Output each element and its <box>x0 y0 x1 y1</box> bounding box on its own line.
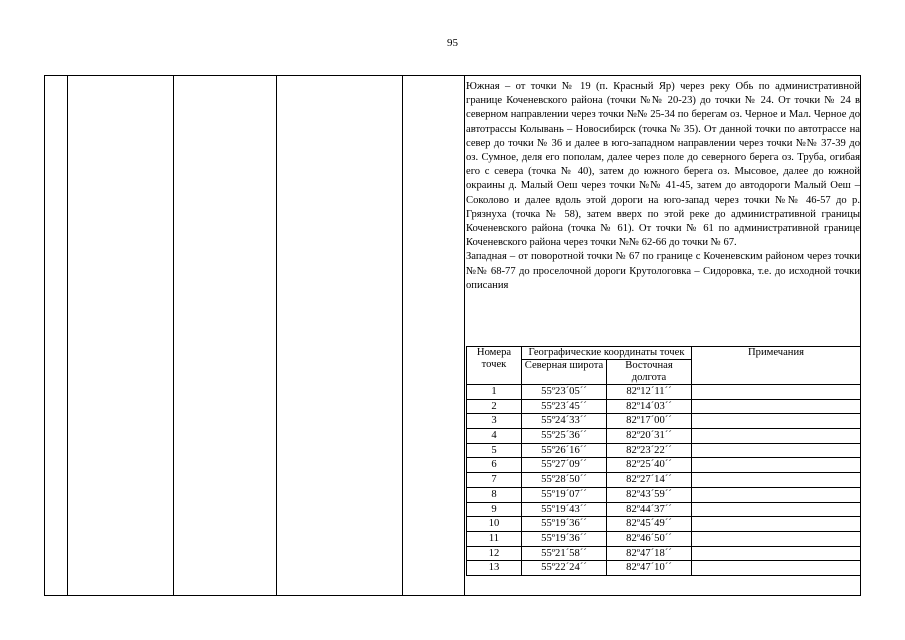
longitude-cell: 82º43´59´´ <box>607 487 692 502</box>
header-geo-coordinates: Географические координаты точек <box>522 347 692 360</box>
notes-cell <box>692 429 861 444</box>
latitude-cell: 55º21´58´´ <box>522 546 607 561</box>
column-divider <box>402 76 403 595</box>
point-number-cell: 2 <box>467 399 522 414</box>
notes-cell <box>692 385 861 400</box>
latitude-cell: 55º23´45´´ <box>522 399 607 414</box>
notes-cell <box>692 561 861 576</box>
header-point-number: Номера точек <box>467 347 522 385</box>
table-row <box>467 487 861 502</box>
latitude-cell: 55º19´36´´ <box>522 517 607 532</box>
table-row <box>467 546 861 561</box>
latitude-cell: 55º28´50´´ <box>522 473 607 488</box>
notes-cell <box>692 414 861 429</box>
point-number-cell: 11 <box>467 531 522 546</box>
column-divider <box>464 76 465 595</box>
table-row <box>467 399 861 414</box>
longitude-cell: 82º17´00´´ <box>607 414 692 429</box>
point-number-cell: 6 <box>467 458 522 473</box>
table-row <box>467 502 861 517</box>
latitude-cell: 55º25´36´´ <box>522 429 607 444</box>
table-row <box>467 414 861 429</box>
longitude-cell: 82º14´03´´ <box>607 399 692 414</box>
notes-cell <box>692 473 861 488</box>
latitude-cell: 55º23´05´´ <box>522 385 607 400</box>
page-number: 95 <box>447 37 458 49</box>
notes-cell <box>692 443 861 458</box>
longitude-cell: 82º46´50´´ <box>607 531 692 546</box>
point-number-cell: 7 <box>467 473 522 488</box>
point-number-cell: 10 <box>467 517 522 532</box>
longitude-cell: 82º23´22´´ <box>607 443 692 458</box>
longitude-cell: 82º45´49´´ <box>607 517 692 532</box>
latitude-cell: 55º19´43´´ <box>522 502 607 517</box>
point-number-cell: 3 <box>467 414 522 429</box>
point-number-cell: 13 <box>467 561 522 576</box>
notes-cell <box>692 517 861 532</box>
longitude-cell: 82º47´18´´ <box>607 546 692 561</box>
point-number-cell: 4 <box>467 429 522 444</box>
notes-cell <box>692 487 861 502</box>
table-row <box>467 385 861 400</box>
latitude-cell: 55º22´24´´ <box>522 561 607 576</box>
notes-cell <box>692 531 861 546</box>
column-divider <box>276 76 277 595</box>
column-divider <box>173 76 174 595</box>
table-row <box>467 458 861 473</box>
point-number-cell: 9 <box>467 502 522 517</box>
table-row <box>467 517 861 532</box>
longitude-cell: 82º20´31´´ <box>607 429 692 444</box>
longitude-cell: 82º44´37´´ <box>607 502 692 517</box>
notes-cell <box>692 399 861 414</box>
latitude-cell: 55º19´07´´ <box>522 487 607 502</box>
table-row <box>467 473 861 488</box>
notes-cell <box>692 458 861 473</box>
coordinates-table <box>466 346 861 576</box>
table-row <box>467 443 861 458</box>
point-number-cell: 12 <box>467 546 522 561</box>
latitude-cell: 55º27´09´´ <box>522 458 607 473</box>
boundary-description <box>466 80 860 293</box>
west-boundary-paragraph: Западная – от поворотной точки № 67 по границе с Коченевским районом через точки №№ 68-77 до проселочной дороги Крутологовка – Сидоровка, т.е. до исходной точки описания <box>466 251 860 291</box>
latitude-cell: 55º24´33´´ <box>522 414 607 429</box>
page-table <box>44 75 861 596</box>
longitude-cell: 82º12´11´´ <box>607 385 692 400</box>
column-divider <box>67 76 68 595</box>
notes-cell <box>692 546 861 561</box>
point-number-cell: 8 <box>467 487 522 502</box>
latitude-cell: 55º26´16´´ <box>522 443 607 458</box>
longitude-cell: 82º27´14´´ <box>607 473 692 488</box>
table-row <box>467 561 861 576</box>
table-row <box>467 429 861 444</box>
longitude-cell: 82º25´40´´ <box>607 458 692 473</box>
point-number-cell: 5 <box>467 443 522 458</box>
longitude-cell: 82º47´10´´ <box>607 561 692 576</box>
header-north-latitude: Северная широта <box>522 360 607 385</box>
table-row <box>467 531 861 546</box>
header-east-longitude: Восточная долгота <box>607 360 692 385</box>
point-number-cell: 1 <box>467 385 522 400</box>
header-notes: Примечания <box>692 347 861 385</box>
notes-cell <box>692 502 861 517</box>
latitude-cell: 55º19´36´´ <box>522 531 607 546</box>
south-boundary-paragraph: Южная – от точки № 19 (п. Красный Яр) через реку Обь по административной границе Коченевского района (точки №№ 20-23) до точки № 24. От точки № 24 в северном направлении через точки №№ 25-34 по берегам оз. Черное и Мал. Черное до автотрассы Колывань – Новосибирск (точка № 35). От данной точки по автотрассе на север до точки № 36 и далее в юго-западном направлении через точки №№ 37-39 до оз. Сумное, деля его пополам, далее через поле до северного берега оз. Труба, огибая его с севера (точка № 40), затем до южного берега оз. Мысовое, далее до южной окраины д. Малый Оеш через точки №№ 41-45, затем до автодороги Малый Оеш – Соколово и далее вдоль этой дороги на юго-запад через точки №№ 46-57 до р. Грязнуха (точка № 58), затем вверх по этой реке до административной границы Коченевского района (точка № 61). От точки № 61 по административной границе Коченевского района через точки №№ 62-66 до точки № 67. <box>466 81 860 249</box>
